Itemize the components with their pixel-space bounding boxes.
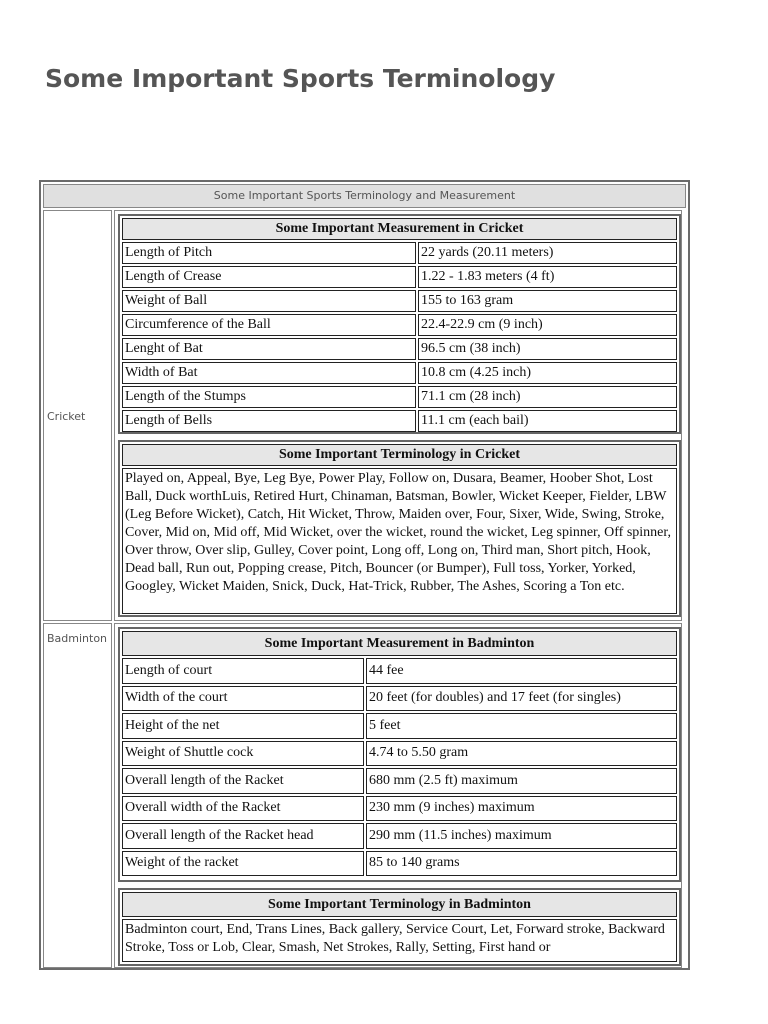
measurement-value: 44 fee [366,658,677,684]
badminton-measurement-title: Some Important Measurement in Badminton [122,631,677,656]
measurement-item: Overall width of the Racket [122,796,364,822]
table-row [122,290,677,312]
cricket-measurement-table [118,214,681,434]
measurement-value: 71.1 cm (28 inch) [418,386,677,408]
table-row [122,741,677,767]
page-title: Some Important Sports Terminology [45,64,556,93]
measurement-value: 85 to 140 grams [366,851,677,877]
table-row [122,242,677,264]
measurement-value: 96.5 cm (38 inch) [418,338,677,360]
measurement-item: Overall length of the Racket head [122,823,364,849]
cricket-content-cell [114,210,682,621]
table-row [122,266,677,288]
sport-label-badminton: Badminton [43,623,112,968]
measurement-item: Length of court [122,658,364,684]
measurement-item: Weight of the racket [122,851,364,877]
measurement-item: Width of the court [122,686,364,712]
table-row [122,851,677,877]
table-row [122,314,677,336]
measurement-item: Lenght of Bat [122,338,416,360]
measurement-item: Width of Bat [122,362,416,384]
measurement-value: 22 yards (20.11 meters) [418,242,677,264]
table-row [122,362,677,384]
table-row [122,686,677,712]
badminton-terminology-box [118,888,681,966]
table-row [122,338,677,360]
table-row [122,768,677,794]
measurement-value: 22.4-22.9 cm (9 inch) [418,314,677,336]
measurement-value: 4.74 to 5.50 gram [366,741,677,767]
measurement-value: 155 to 163 gram [418,290,677,312]
cricket-terminology-title: Some Important Terminology in Cricket [122,444,677,466]
cricket-terminology-box [118,440,681,617]
measurement-item: Height of the net [122,713,364,739]
badminton-terminology-text: Badminton court, End, Trans Lines, Back gallery, Service Court, Let, Forward stroke, Backward Stroke, Toss or Lob, Clear, Smash, Net Strokes, Rally, Setting, First hand or [122,919,677,962]
measurement-value: 5 feet [366,713,677,739]
measurement-item: Weight of Shuttle cock [122,741,364,767]
table-row [122,658,677,684]
cricket-measurement-title: Some Important Measurement in Cricket [122,218,677,240]
measurement-value: 230 mm (9 inches) maximum [366,796,677,822]
measurement-item: Weight of Ball [122,290,416,312]
badminton-measurement-table [118,627,681,882]
measurement-value: 680 mm (2.5 ft) maximum [366,768,677,794]
table-row [122,386,677,408]
measurement-value: 20 feet (for doubles) and 17 feet (for singles) [366,686,677,712]
table-caption: Some Important Sports Terminology and Measurement [43,184,686,208]
sport-label-cricket: Cricket [43,210,112,621]
measurement-value: 290 mm (11.5 inches) maximum [366,823,677,849]
table-row [122,713,677,739]
measurement-item: Overall length of the Racket [122,768,364,794]
measurement-item: Length of Crease [122,266,416,288]
table-row [122,796,677,822]
measurement-item: Circumference of the Ball [122,314,416,336]
measurement-value: 1.22 - 1.83 meters (4 ft) [418,266,677,288]
measurement-item: Length of Pitch [122,242,416,264]
sports-table [39,180,690,970]
measurement-value: 11.1 cm (each bail) [418,410,677,432]
measurement-value: 10.8 cm (4.25 inch) [418,362,677,384]
table-row [122,823,677,849]
table-row [122,410,677,432]
measurement-item: Length of the Stumps [122,386,416,408]
badminton-content-cell [114,623,682,968]
badminton-terminology-title: Some Important Terminology in Badminton [122,892,677,917]
measurement-item: Length of Bells [122,410,416,432]
cricket-terminology-text: Played on, Appeal, Bye, Leg Bye, Power Play, Follow on, Dusara, Beamer, Hoober Shot, Lost Ball, Duck worthLuis, Retired Hurt, Chinaman, Batsman, Bowler, Wicket Keeper, Fielder, LBW (Leg Before Wicket), Catch, Hit Wicket, Throw, Maiden over, Four, Sixer, Wide, Swing, Stroke, Cover, Mid on, Mid off, Mid Wicket, over the wicket, round the wicket, Leg spinner, Off spinner, Over throw, Over slip, Gulley, Cover point, Long off, Long on, Third man, Short pitch, Hook, Dead ball, Run out, Popping crease, Pitch, Bouncer (or Bumper), Full toss, Yorker, Yorked, Googley, Wicket Maiden, Snick, Duck, Hat-Trick, Rubber, The Ashes, Scoring a Ton etc. [122,468,677,614]
